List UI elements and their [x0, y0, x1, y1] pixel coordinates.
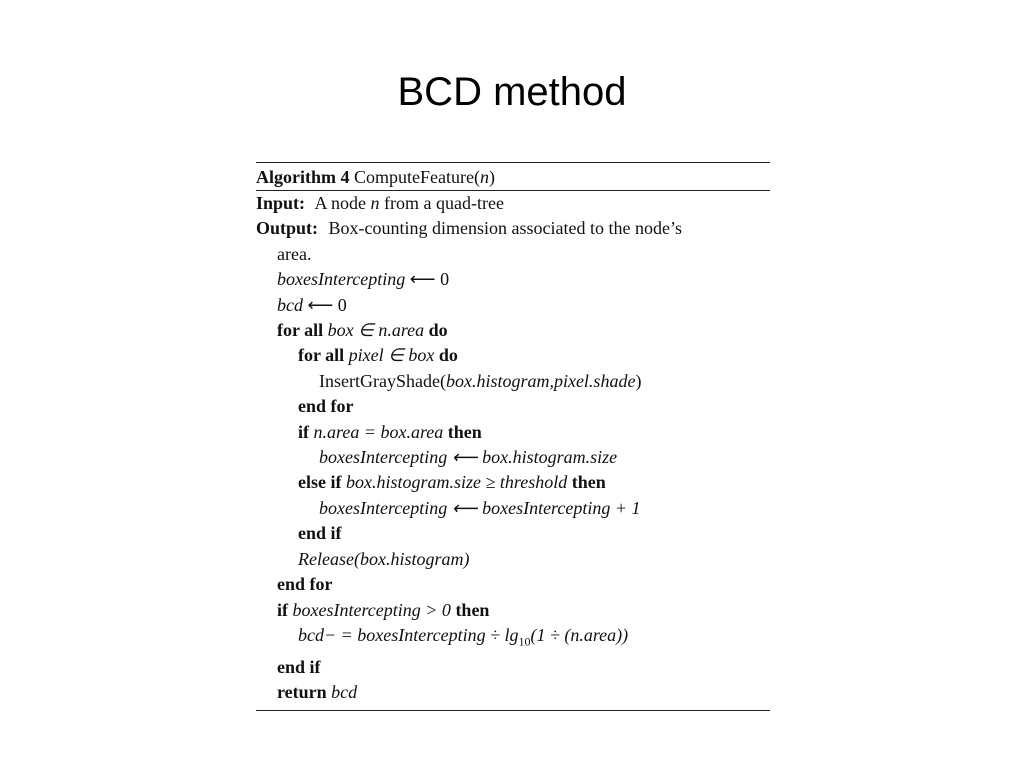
kw-end-for-2: end for	[277, 574, 333, 595]
end-for-outer-line	[256, 572, 770, 597]
end-if-inner-line	[256, 521, 770, 546]
if2-expr: boxesIntercepting > 0	[292, 599, 451, 620]
boxes-init-line	[256, 267, 770, 292]
return-var: bcd	[331, 682, 358, 703]
for-all-box-line	[256, 318, 770, 343]
algorithm-block	[256, 162, 770, 711]
else-if-line	[256, 470, 770, 495]
release-fn: Release	[298, 548, 354, 569]
if-area-line	[256, 420, 770, 445]
for1-expr: box ∈ n.area	[327, 320, 425, 341]
kw-do-1: do	[428, 320, 448, 341]
algorithm-caption	[256, 163, 770, 190]
input-text-a: A node	[314, 193, 371, 213]
insert-args: box.histogram,pixel.shade	[445, 370, 636, 391]
output-label: Output:	[256, 218, 319, 239]
kw-end-for-1: end for	[298, 396, 354, 417]
bcd-update-sub: 10	[518, 634, 531, 649]
kw-then-3: then	[455, 599, 490, 620]
kw-return: return	[277, 682, 327, 703]
end-if-outer-line	[256, 655, 770, 680]
kw-for-all-2: for all	[298, 345, 345, 366]
output-text: Box-counting dimension associated to the node’s	[328, 218, 682, 239]
release-line	[256, 547, 770, 572]
caption-label: Algorithm 4	[256, 167, 350, 187]
assign-size-line	[256, 445, 770, 470]
kw-do-2: do	[438, 345, 458, 366]
bcd-init-op: ⟵ 0	[303, 294, 347, 315]
kw-if-1: if	[298, 421, 309, 442]
if1-expr: n.area = box.area	[313, 421, 444, 442]
bcd-init-var: bcd	[277, 294, 303, 315]
kw-for-all-1: for all	[277, 320, 324, 341]
boxes-init-op: ⟵ 0	[405, 269, 450, 290]
kw-else-if: else if	[298, 472, 342, 493]
for2-expr: pixel ∈ box	[348, 345, 435, 366]
assign1: boxesIntercepting ⟵ box.histogram.size	[319, 447, 618, 468]
kw-end-if-2: end if	[277, 656, 321, 677]
boxes-init-var: boxesIntercepting	[277, 269, 406, 290]
bcd-update-a: bcd− = boxesIntercepting ÷ lg	[298, 624, 519, 645]
input-line	[256, 191, 770, 216]
kw-end-if-1: end if	[298, 523, 342, 544]
return-line	[256, 680, 770, 705]
insert-line	[256, 369, 770, 394]
caption-arg: n	[479, 167, 489, 187]
output-continuation: area.	[277, 243, 312, 264]
input-label: Input:	[256, 193, 306, 213]
kw-then-2: then	[571, 472, 606, 493]
kw-then-1: then	[447, 421, 482, 442]
bottom-rule	[256, 710, 770, 711]
bcd-update-line	[256, 623, 770, 655]
insert-close: )	[635, 370, 642, 391]
if-boxes-line	[256, 598, 770, 623]
insert-fn: InsertGrayShade(	[319, 370, 446, 391]
end-for-inner-line	[256, 394, 770, 419]
caption-close: )	[488, 167, 495, 187]
assign-increment-line	[256, 496, 770, 521]
assign2: boxesIntercepting ⟵ boxesIntercepting + 1	[319, 497, 641, 518]
caption-name: ComputeFeature(	[354, 167, 480, 187]
input-var: n	[370, 193, 380, 213]
slide-title: BCD method	[397, 70, 627, 114]
bcd-update-b: (1 ÷ (n.area))	[530, 624, 629, 645]
output-line	[256, 216, 770, 241]
release-args: (box.histogram)	[353, 548, 470, 569]
kw-if-2: if	[277, 599, 288, 620]
input-text-b: from a quad-tree	[379, 193, 504, 213]
bcd-init-line	[256, 293, 770, 318]
elseif-expr: box.histogram.size ≥ threshold	[345, 472, 568, 493]
for-all-pixel-line	[256, 343, 770, 368]
